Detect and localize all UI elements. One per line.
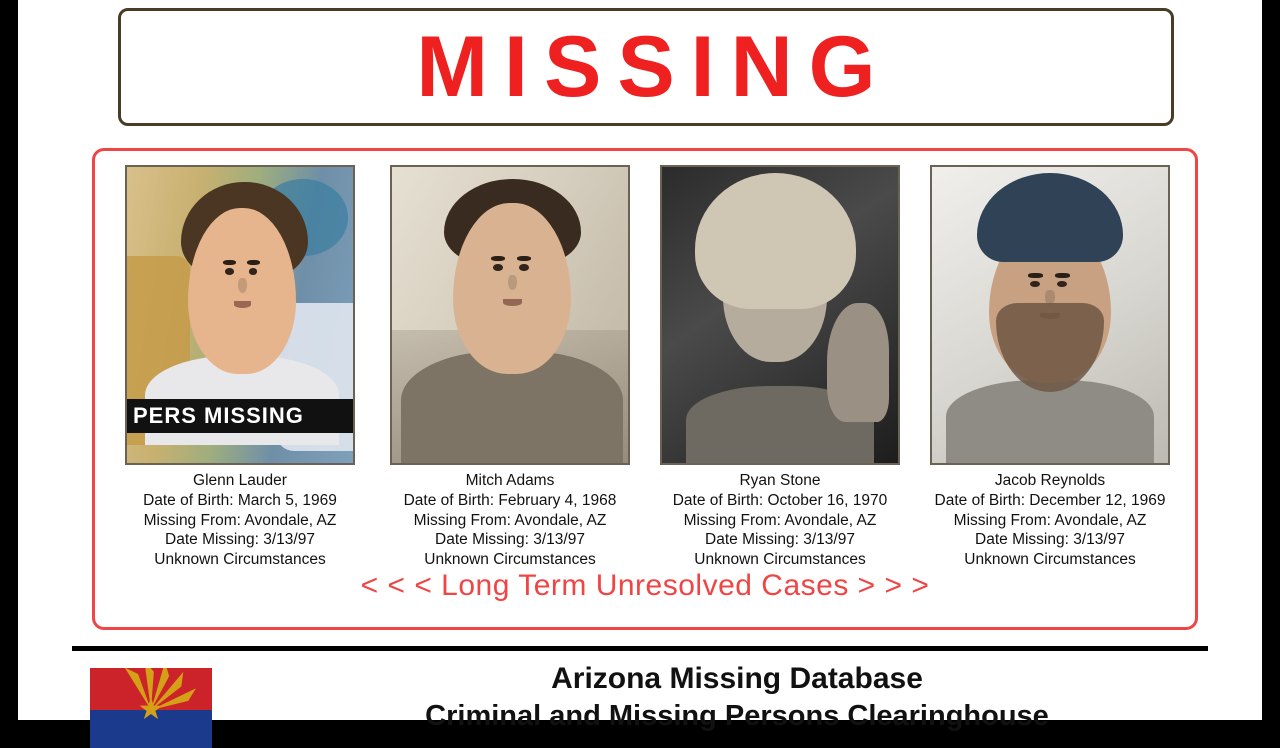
letterbox-bar-right [1262,0,1280,720]
cases-panel [92,148,1198,630]
case-card-glenn-lauder[interactable] [116,165,364,570]
photo-mitch-adams [390,165,630,465]
footer-title: Arizona Missing Database [551,662,923,695]
case-caption [404,471,617,570]
photo-jacob-reynolds [930,165,1170,465]
case-name: Glenn Lauder [193,472,287,489]
footer-subtitle: Criminal and Missing Persons Clearinghouse [425,700,1049,732]
photo-ryan-stone [660,165,900,465]
case-dob: Date of Birth: February 4, 1968 [403,491,617,509]
long-term-cases-label: < < < Long Term Unresolved Cases > > > [360,569,930,602]
case-card-mitch-adams[interactable] [386,165,634,570]
case-circumstances: Unknown Circumstances [154,551,326,569]
case-date-missing: Date Missing: 3/13/97 [705,531,855,549]
case-missing-from: Missing From: Avondale, AZ [143,511,337,529]
case-dob: Date of Birth: October 16, 1970 [672,491,888,509]
footer-divider [72,646,1208,651]
case-name: Ryan Stone [739,472,821,489]
arizona-flag-icon [90,668,212,748]
case-date-missing: Date Missing: 3/13/97 [975,531,1125,549]
footer-text [272,662,1202,733]
case-dob: Date of Birth: March 5, 1969 [143,491,337,509]
case-card-ryan-stone[interactable] [656,165,904,570]
case-caption [143,471,337,570]
case-missing-from: Missing From: Avondale, AZ [953,511,1147,529]
case-date-missing: Date Missing: 3/13/97 [435,531,585,549]
footer [72,656,1208,732]
case-missing-from: Missing From: Avondale, AZ [683,511,877,529]
case-caption [673,471,888,570]
photo-overlay-text: PERS MISSING [133,403,304,428]
case-name: Jacob Reynolds [994,472,1106,489]
case-date-missing: Date Missing: 3/13/97 [165,531,315,549]
case-circumstances: Unknown Circumstances [964,551,1136,569]
case-dob: Date of Birth: December 12, 1969 [934,491,1166,509]
photo-glenn-lauder [125,165,355,465]
case-caption [935,471,1166,570]
flag-star-icon: ★ [137,693,165,726]
case-name: Mitch Adams [465,472,555,489]
letterbox-bar-left [0,0,18,720]
missing-banner [118,8,1174,126]
case-missing-from: Missing From: Avondale, AZ [413,511,607,529]
case-circumstances: Unknown Circumstances [424,551,596,569]
case-circumstances: Unknown Circumstances [694,551,866,569]
banner-title: MISSING [416,19,892,115]
case-card-jacob-reynolds[interactable] [926,165,1174,570]
photo-overlay-strip [127,399,353,433]
cases-row [95,165,1195,570]
